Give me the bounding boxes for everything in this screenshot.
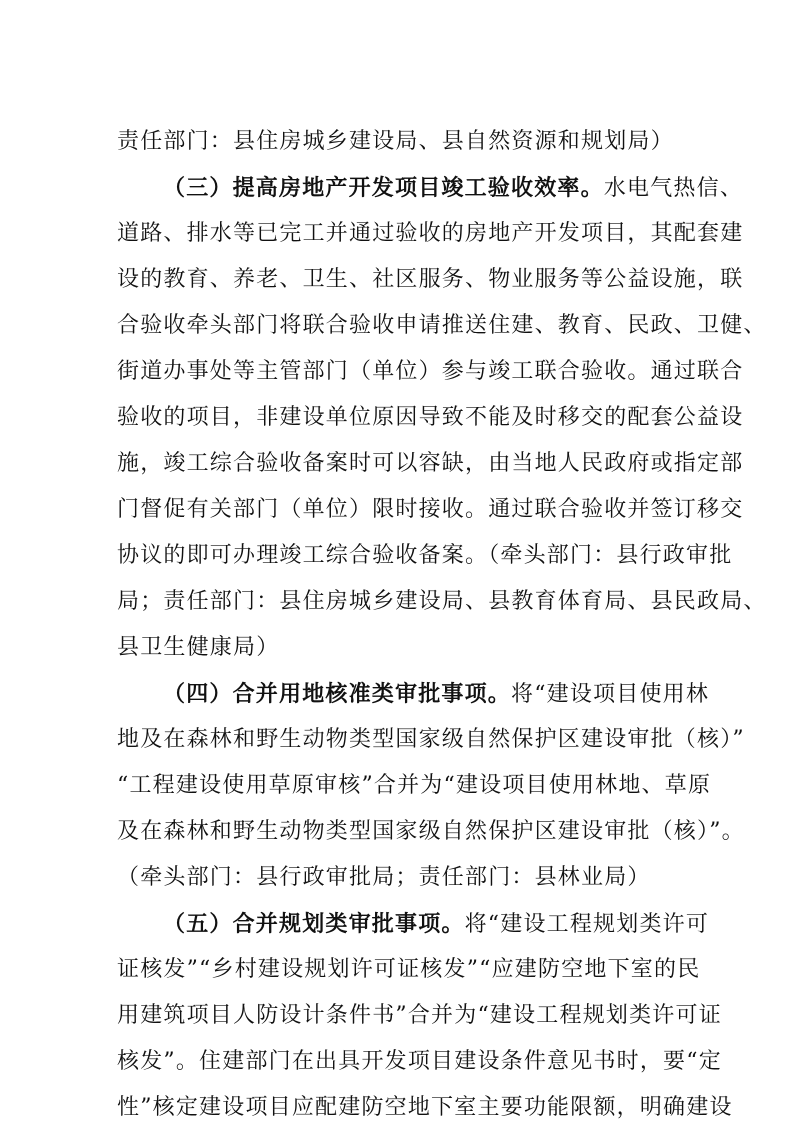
- text-line: 街道办事处等主管部门（单位）参与竣工联合验收。通过联合: [117, 359, 744, 384]
- text-line: 用建筑项目人防设计条件书”合并为“建设工程规划类许可证: [117, 1003, 722, 1028]
- text-line: 地及在森林和野生动物类型国家级自然保护区建设审批（核）”: [117, 727, 745, 752]
- text-line: 证核发”“乡村建设规划许可证核发”“应建防空地下室的民: [117, 957, 701, 982]
- text-line: 县卫生健康局）: [117, 635, 280, 660]
- text-line: 性”核定建设项目应配建防空地下室主要功能限额，明确建设: [117, 1095, 733, 1120]
- text-run: 将“建设工程规划类许可: [464, 912, 710, 937]
- text-line: 及在森林和野生动物类型国家级自然保护区建设审批（核）”。: [117, 819, 745, 844]
- text-line: 门督促有关部门（单位）限时接收。通过联合验收并签订移交: [117, 497, 744, 522]
- text-line: 道路、排水等已完工并通过验收的房地产开发项目，其配套建: [117, 221, 744, 246]
- text-line: 责任部门：县住房城乡建设局、县自然资源和规划局）: [117, 129, 674, 154]
- section-three-paragraph-line: [163, 168, 743, 208]
- text-line: “工程建设使用草原审核”合并为“建设项目使用林地、草原: [117, 773, 712, 798]
- section-four-heading: （四）合并用地核准类审批事项。: [163, 681, 512, 707]
- text-run: 水电气热信、: [603, 176, 744, 201]
- text-line: 局；责任部门：县住房城乡建设局、县教育体育局、县民政局、: [117, 589, 767, 614]
- text-line: （牵头部门：县行政审批局；责任部门：县林业局）: [117, 865, 651, 890]
- text-line: 协议的即可办理竣工综合验收备案。（牵头部门：县行政审批: [117, 543, 733, 568]
- text-run: 将“建设项目使用林: [511, 682, 710, 707]
- section-five-paragraph-line: [163, 904, 709, 944]
- text-line: 设的教育、养老、卫生、社区服务、物业服务等公益设施，联: [117, 267, 744, 292]
- section-five-heading: （五）合并规划类审批事项。: [163, 911, 465, 937]
- text-line: 施，竣工综合验收备案时可以容缺，由当地人民政府或指定部: [117, 451, 744, 476]
- section-four-paragraph-line: [163, 674, 709, 714]
- text-line: 合验收牵头部门将联合验收申请推送住建、教育、民政、卫健、: [117, 313, 767, 338]
- text-line: 核发”。住建部门在出具开发项目建设条件意见书时，要“定: [117, 1049, 722, 1074]
- text-line: 验收的项目，非建设单位原因导致不能及时移交的配套公益设: [117, 405, 744, 430]
- section-three-heading: （三）提高房地产开发项目竣工验收效率。: [163, 175, 604, 201]
